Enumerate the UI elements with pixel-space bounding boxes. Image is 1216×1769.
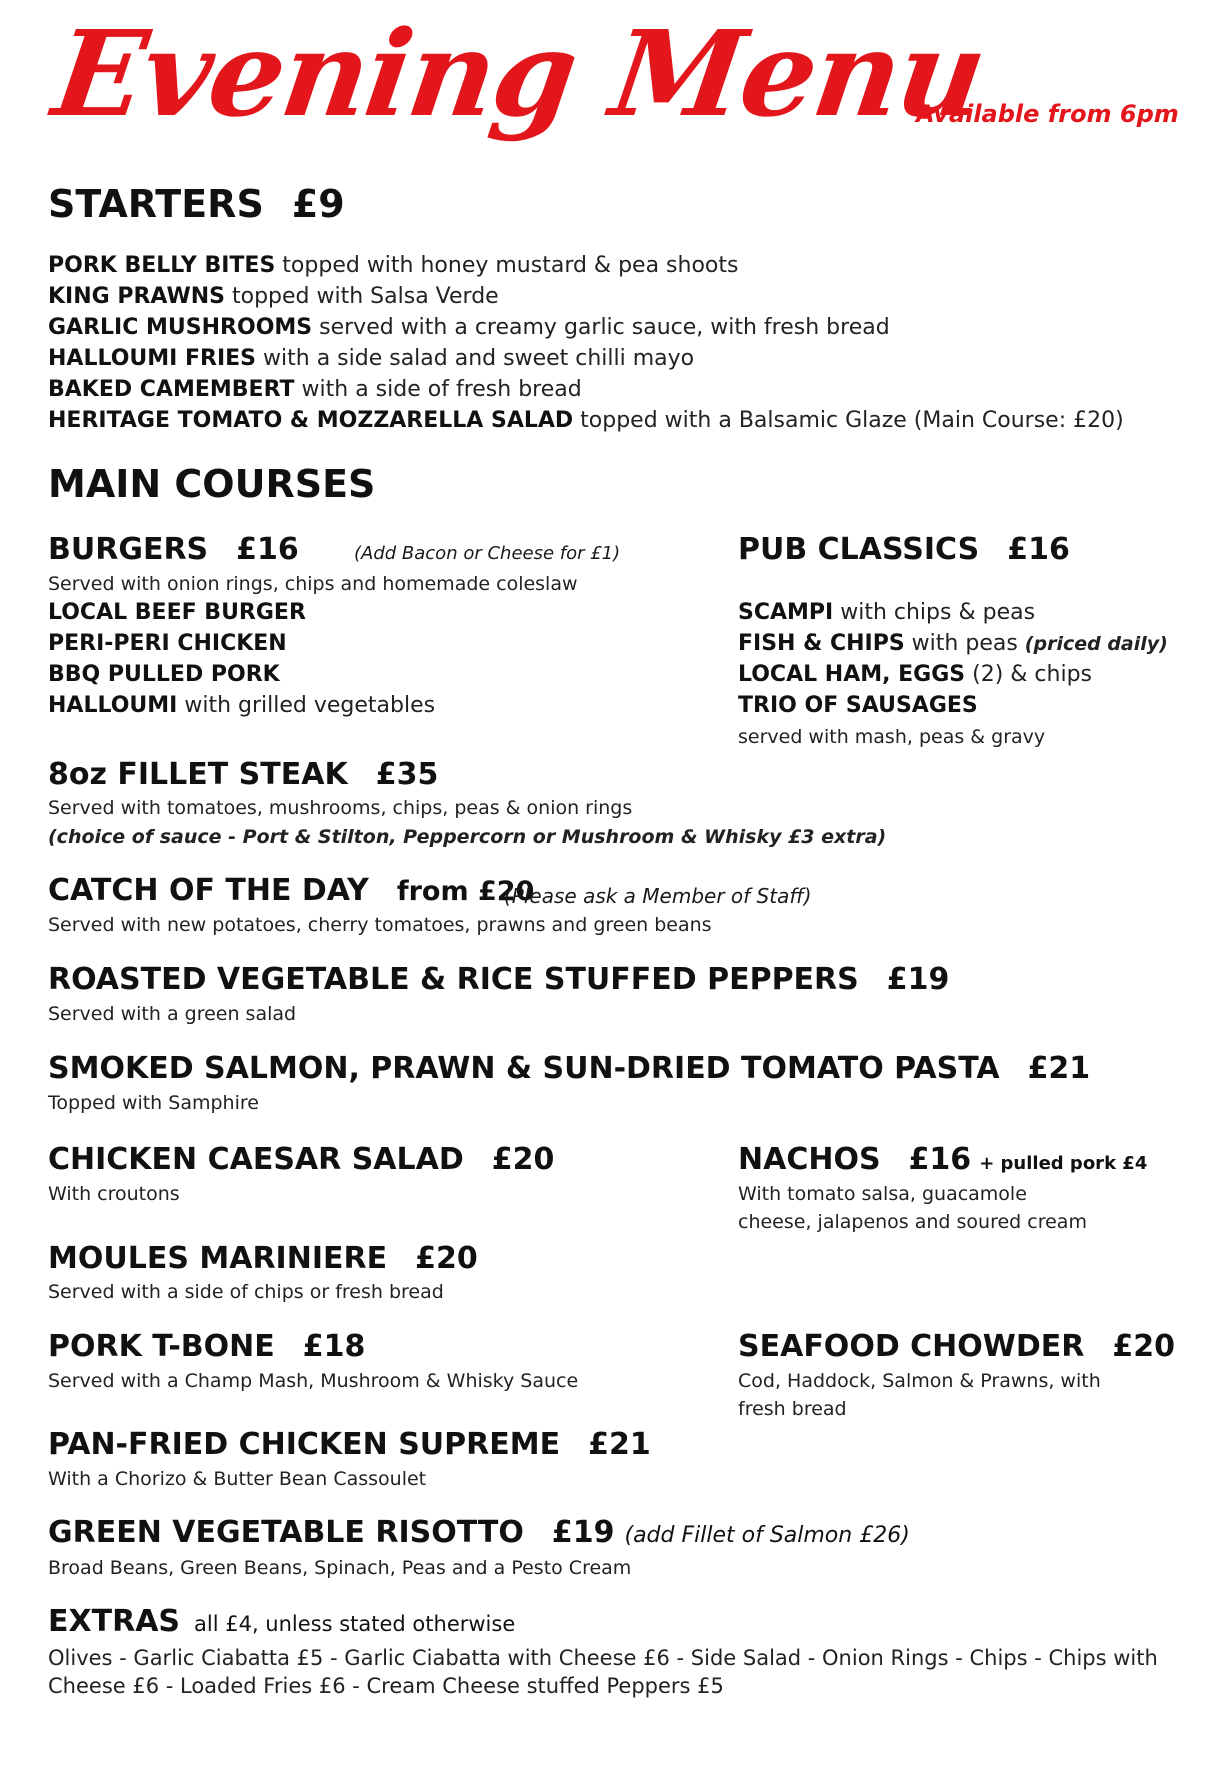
nachos-desc-2: cheese, jalapenos and soured cream [738,1211,1087,1233]
starter-item [48,284,499,309]
burger-desc: with grilled vegetables [177,693,436,718]
nachos-desc-1: With tomato salsa, guacamole [738,1183,1027,1205]
steak-sauce-note: (choice of sauce - Port & Stilton, Peppercorn or Mushroom & Whisky £3 extra) [48,826,887,848]
starter-desc: with a side salad and sweet chilli mayo [256,346,695,371]
starter-desc: topped with honey mustard & pea shoots [275,253,739,278]
pub-classic-name: SCAMPI [738,600,834,625]
peppers-title: ROASTED VEGETABLE & RICE STUFFED PEPPERS [48,962,859,997]
caesar-desc: With croutons [48,1183,180,1205]
pasta-price: £21 [1027,1051,1091,1086]
tbone-desc: Served with a Champ Mash, Mushroom & Whisky Sauce [48,1370,579,1392]
catch-desc: Served with new potatoes, cherry tomatoes, prawns and green beans [48,914,712,936]
risotto-desc: Broad Beans, Green Beans, Spinach, Peas and a Pesto Cream [48,1557,632,1579]
caesar-title: CHICKEN CAESAR SALAD [48,1142,464,1177]
tbone-price: £18 [302,1329,366,1364]
starter-name: GARLIC MUSHROOMS [48,315,313,340]
moules-desc: Served with a side of chips or fresh bread [48,1281,444,1303]
nachos-heading [738,1142,1147,1177]
catch-note: (Please ask a Member of Staff) [504,884,812,908]
pub-classic-item [738,693,978,718]
moules-title: MOULES MARINIERE [48,1241,388,1276]
chicken-supreme-desc: With a Chorizo & Butter Bean Cassoulet [48,1468,427,1490]
starter-name: BAKED CAMEMBERT [48,377,295,402]
risotto-heading [48,1515,910,1550]
pub-classic-desc: with peas [904,631,1025,656]
pub-classic-note: (priced daily) [1024,633,1168,655]
starter-name: HALLOUMI FRIES [48,346,257,371]
pub-classics-served: served with mash, peas & gravy [738,726,1046,748]
availability-note: Available from 6pm [916,100,1179,128]
starter-item [48,253,738,278]
extras-heading [48,1604,515,1639]
pasta-heading [48,1051,1090,1086]
pasta-title: SMOKED SALMON, PRAWN & SUN-DRIED TOMATO PASTA [48,1051,1000,1086]
tbone-title: PORK T-BONE [48,1329,275,1364]
risotto-price: £19 [551,1515,615,1550]
starter-item [48,408,1124,433]
starter-name: PORK BELLY BITES [48,253,276,278]
starters-heading [48,182,345,226]
burger-item [48,600,306,625]
main-courses-heading: MAIN COURSES [48,462,376,506]
burger-item [48,662,280,687]
extras-title-text: EXTRAS [48,1604,181,1639]
steak-title: 8oz FILLET STEAK [48,757,348,792]
burgers-title: BURGERS [48,532,209,567]
burger-item [48,693,435,718]
caesar-price: £20 [491,1142,555,1177]
steak-heading [48,757,438,792]
pub-classic-item [738,631,1168,656]
burger-name: PERI-PERI CHICKEN [48,631,287,656]
burger-name: BBQ PULLED PORK [48,662,280,687]
pub-classic-desc: with chips & peas [833,600,1036,625]
pub-classics-price: £16 [1007,532,1070,567]
extras-list: Olives - Garlic Ciabatta £5 - Garlic Ciabatta with Cheese £6 - Side Salad - Onion Rings - Chips - Chips with Cheese £6 - Loaded Fries £6 - Cream Cheese stuffed Peppers £5 [48,1646,1158,1698]
starter-item [48,315,890,340]
chicken-supreme-price: £21 [588,1427,651,1462]
pub-classic-name: FISH & CHIPS [738,631,905,656]
risotto-note: (add Fillet of Salmon £26) [624,1523,910,1548]
moules-heading [48,1241,478,1276]
nachos-title: NACHOS [738,1142,881,1177]
starter-desc: with a side of fresh bread [294,377,582,402]
starter-name: HERITAGE TOMATO & MOZZARELLA SALAD [48,408,574,433]
starters-price: £9 [291,182,345,226]
peppers-heading [48,962,949,997]
steak-price: £35 [375,757,439,792]
extras-note: all £4, unless stated otherwise [194,1612,516,1636]
peppers-price: £19 [886,962,950,997]
pasta-desc: Topped with Samphire [48,1092,259,1114]
catch-title: CATCH OF THE DAY [48,873,369,908]
chowder-heading [738,1329,1175,1364]
starter-desc: topped with a Balsamic Glaze (Main Course: £20) [573,408,1124,433]
pub-classic-item [738,662,1092,687]
catch-heading [48,873,534,908]
burgers-served: Served with onion rings, chips and homemade coleslaw [48,573,578,595]
chowder-price: £20 [1112,1329,1176,1364]
starter-item [48,377,582,402]
chowder-desc-2: fresh bread [738,1398,847,1420]
burgers-price: £16 [236,532,299,567]
catch-price: from £20 [396,876,535,907]
starter-item [48,346,694,371]
starter-name: KING PRAWNS [48,284,225,309]
pub-classic-desc: (2) & chips [965,662,1093,687]
nachos-price: £16 [908,1142,972,1177]
burgers-note: (Add Bacon or Cheese for £1) [354,543,621,564]
moules-price: £20 [415,1241,478,1276]
risotto-title: GREEN VEGETABLE RISOTTO [48,1515,524,1550]
pub-classics-heading [738,532,1070,567]
pub-classic-item [738,600,1035,625]
burger-item [48,631,287,656]
chicken-supreme-title: PAN-FRIED CHICKEN SUPREME [48,1427,561,1462]
burger-name: LOCAL BEEF BURGER [48,600,306,625]
pub-classics-title: PUB CLASSICS [738,532,980,567]
nachos-addon: + pulled pork £4 [979,1153,1148,1174]
starters-title: STARTERS [48,182,264,226]
starter-desc: served with a creamy garlic sauce, with fresh bread [312,315,890,340]
chicken-supreme-heading [48,1427,651,1462]
burger-name: HALLOUMI [48,693,178,718]
burgers-heading [48,532,299,567]
steak-desc: Served with tomatoes, mushrooms, chips, peas & onion rings [48,797,633,819]
chowder-title: SEAFOOD CHOWDER [738,1329,1085,1364]
chowder-desc-1: Cod, Haddock, Salmon & Prawns, with [738,1370,1101,1392]
pub-classic-name: TRIO OF SAUSAGES [738,693,978,718]
tbone-heading [48,1329,365,1364]
menu-title: Evening Menu [46,4,993,143]
caesar-heading [48,1142,554,1177]
peppers-desc: Served with a green salad [48,1003,297,1025]
pub-classic-name: LOCAL HAM, EGGS [738,662,966,687]
starter-desc: topped with Salsa Verde [225,284,499,309]
